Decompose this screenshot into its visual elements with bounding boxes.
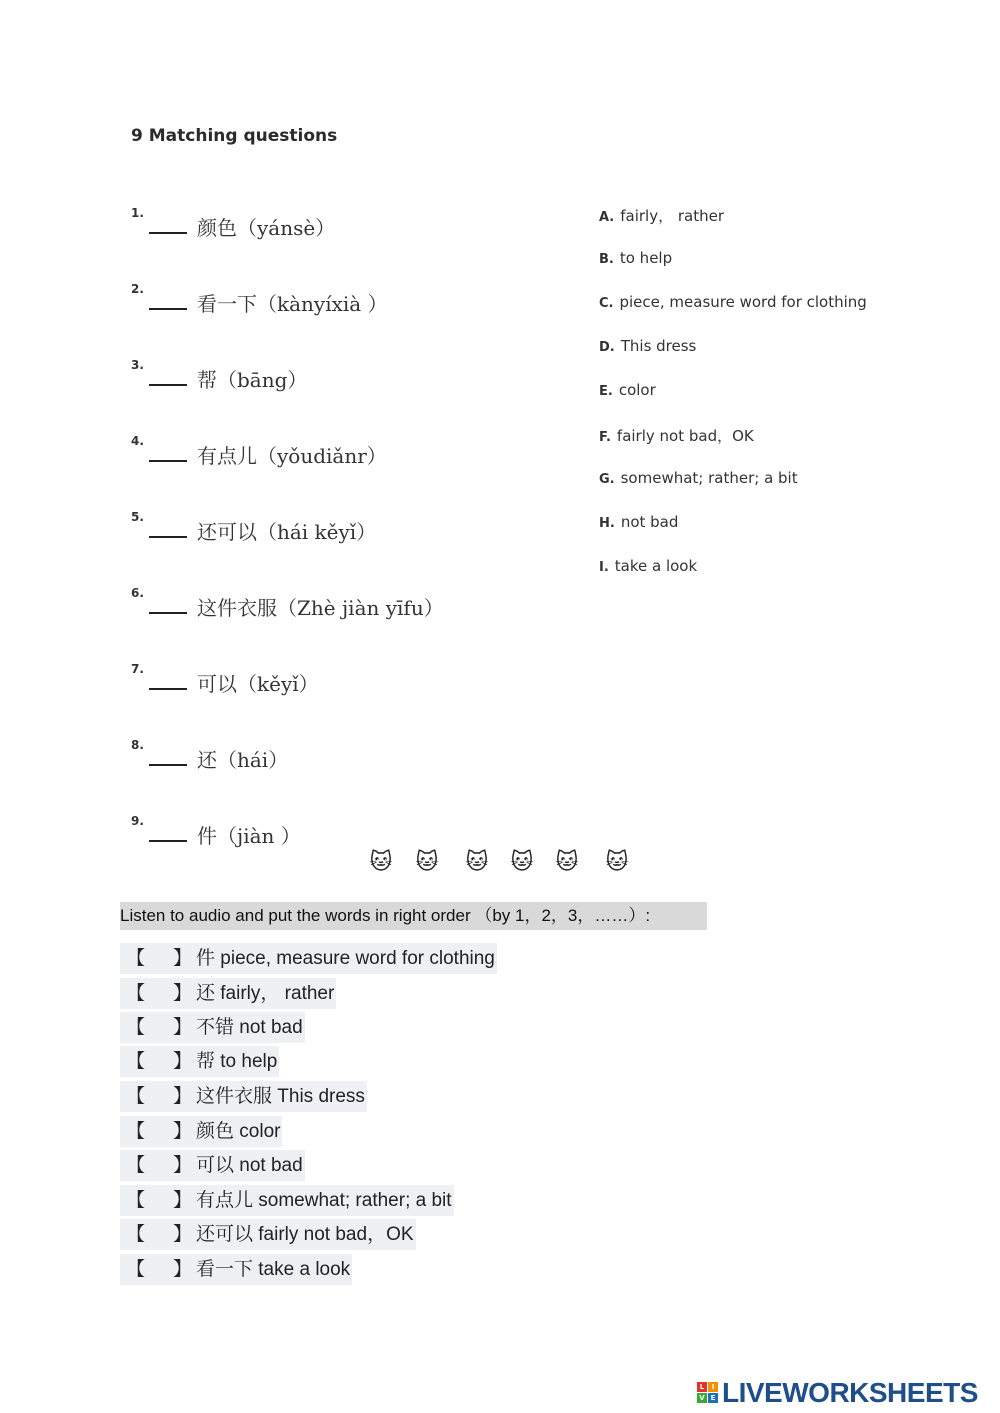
answer-text: not bad xyxy=(620,513,679,531)
bracket-close: 】 xyxy=(173,1190,193,1211)
badge-letter: I xyxy=(708,1382,718,1392)
page-title: 9 Matching questions xyxy=(131,126,338,146)
question-number: 8. xyxy=(131,738,144,752)
cat-icon: 🐱 xyxy=(605,850,629,875)
order-row xyxy=(120,1219,416,1250)
order-row xyxy=(120,1081,367,1112)
order-row xyxy=(120,1254,352,1285)
badge-letter: V xyxy=(697,1393,707,1403)
answer-option xyxy=(599,469,798,487)
order-row xyxy=(120,1116,282,1147)
cat-icon: 🐱 xyxy=(369,850,393,875)
bracket-open: 【 xyxy=(126,1051,146,1072)
instruction-banner: Listen to audio and put the words in right order （by 1，2，3，……）: xyxy=(120,902,707,930)
question-number: 1. xyxy=(131,206,144,220)
answer-text: color xyxy=(618,381,656,399)
answer-text: somewhat; rather; a bit xyxy=(620,469,798,487)
answer-letter: A. xyxy=(599,210,615,225)
question-term: 还可以（hái kěyǐ） xyxy=(197,520,377,544)
bracket-open: 【 xyxy=(126,948,146,969)
order-text: 帮 to help xyxy=(196,1051,278,1072)
order-row xyxy=(120,1012,305,1043)
bracket-open: 【 xyxy=(126,1121,146,1142)
answer-blank[interactable] xyxy=(149,764,187,766)
answer-text: piece, measure word for clothing xyxy=(619,293,867,311)
question-number: 3. xyxy=(131,358,144,372)
cat-icon: 🐱 xyxy=(465,850,489,875)
order-slot[interactable] xyxy=(120,1254,196,1285)
cat-icon: 🐱 xyxy=(555,850,579,875)
question-term: 可以（kěyǐ） xyxy=(197,672,319,696)
answer-blank[interactable] xyxy=(149,232,187,234)
bracket-close: 】 xyxy=(173,1259,193,1280)
order-row xyxy=(120,978,336,1009)
bracket-open: 【 xyxy=(126,983,146,1004)
order-slot[interactable] xyxy=(120,1012,196,1043)
badge-letter: E xyxy=(708,1393,718,1403)
order-slot[interactable] xyxy=(120,1185,196,1216)
answer-letter: F. xyxy=(599,430,611,445)
question-number: 4. xyxy=(131,434,144,448)
order-slot[interactable] xyxy=(120,1219,196,1250)
bracket-open: 【 xyxy=(126,1086,146,1107)
order-text: 看一下 take a look xyxy=(196,1259,351,1280)
question-term: 这件衣服（Zhè jiàn yīfu） xyxy=(197,596,444,620)
logo-badge-icon xyxy=(697,1382,719,1404)
question-term: 看一下（kànyíxià ） xyxy=(197,292,388,316)
order-text: 颜色 color xyxy=(196,1121,281,1142)
answer-text: fairly， rather xyxy=(620,207,725,225)
order-text: 有点儿 somewhat; rather; a bit xyxy=(196,1190,452,1211)
bracket-close: 】 xyxy=(173,948,193,969)
order-text: 可以 not bad xyxy=(196,1155,303,1176)
answer-option xyxy=(599,293,867,311)
bracket-close: 】 xyxy=(173,1155,193,1176)
answer-blank[interactable] xyxy=(149,460,187,462)
answer-option xyxy=(599,249,672,267)
cat-divider xyxy=(0,850,1000,882)
answer-letter: E. xyxy=(599,384,613,399)
badge-letter: L xyxy=(697,1382,707,1392)
answer-letter: H. xyxy=(599,516,615,531)
bracket-close: 】 xyxy=(173,1121,193,1142)
answer-blank[interactable] xyxy=(149,688,187,690)
bracket-close: 】 xyxy=(173,983,193,1004)
bracket-open: 【 xyxy=(126,1224,146,1245)
bracket-close: 】 xyxy=(173,1051,193,1072)
answer-blank[interactable] xyxy=(149,384,187,386)
answer-text: This dress xyxy=(620,337,697,355)
order-slot[interactable] xyxy=(120,943,196,974)
question-term: 还（hái） xyxy=(197,748,289,772)
bracket-close: 】 xyxy=(173,1086,193,1107)
order-slot[interactable] xyxy=(120,1150,196,1181)
order-slot[interactable] xyxy=(120,1116,196,1147)
order-slot[interactable] xyxy=(120,1081,196,1112)
question-number: 7. xyxy=(131,662,144,676)
bracket-open: 【 xyxy=(126,1190,146,1211)
question-number: 6. xyxy=(131,586,144,600)
answer-blank[interactable] xyxy=(149,840,187,842)
order-text: 还 fairly， rather xyxy=(196,983,335,1004)
answer-blank[interactable] xyxy=(149,612,187,614)
question-term: 颜色（yánsè） xyxy=(197,216,336,240)
question-term: 有点儿（yǒudiǎnr） xyxy=(197,444,387,468)
order-row xyxy=(120,1185,454,1216)
liveworksheets-logo xyxy=(697,1377,978,1411)
bracket-close: 】 xyxy=(173,1224,193,1245)
answer-option xyxy=(599,425,754,446)
bracket-open: 【 xyxy=(126,1155,146,1176)
bracket-open: 【 xyxy=(126,1017,146,1038)
answer-letter: D. xyxy=(599,340,615,355)
answer-option xyxy=(599,557,697,575)
answer-blank[interactable] xyxy=(149,536,187,538)
answer-text: fairly not bad，OK xyxy=(616,427,754,445)
answer-option xyxy=(599,513,678,531)
logo-text: LIVEWORKSHEETS xyxy=(722,1377,978,1408)
order-slot[interactable] xyxy=(120,978,196,1009)
question-term: 件（jiàn ） xyxy=(197,824,301,848)
order-text: 还可以 fairly not bad，OK xyxy=(196,1224,414,1245)
order-row xyxy=(120,1150,305,1181)
answer-text: take a look xyxy=(614,557,698,575)
cat-icon: 🐱 xyxy=(510,850,534,875)
question-number: 2. xyxy=(131,282,144,296)
answer-letter: C. xyxy=(599,296,614,311)
answer-letter: I. xyxy=(599,560,609,575)
question-number: 5. xyxy=(131,510,144,524)
answer-option xyxy=(599,205,724,226)
bracket-close: 】 xyxy=(173,1017,193,1038)
answer-option xyxy=(599,337,696,355)
question-term: 帮（bāng） xyxy=(197,368,308,392)
question-number: 9. xyxy=(131,814,144,828)
order-row xyxy=(120,943,497,974)
cat-icon: 🐱 xyxy=(415,850,439,875)
answer-letter: B. xyxy=(599,252,614,267)
order-text: 这件衣服 This dress xyxy=(196,1086,365,1107)
answer-text: to help xyxy=(619,249,673,267)
order-row xyxy=(120,1046,279,1077)
answer-blank[interactable] xyxy=(149,308,187,310)
order-text: 件 piece, measure word for clothing xyxy=(196,948,495,969)
order-slot[interactable] xyxy=(120,1046,196,1077)
answer-option xyxy=(599,381,656,399)
answer-letter: G. xyxy=(599,472,615,487)
bracket-open: 【 xyxy=(126,1259,146,1280)
order-text: 不错 not bad xyxy=(196,1017,303,1038)
